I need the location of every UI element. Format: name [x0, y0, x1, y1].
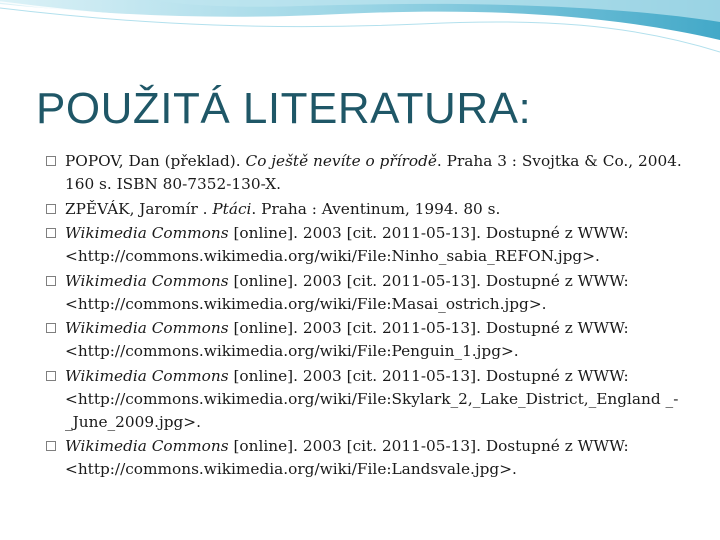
square-bullet-icon	[46, 323, 56, 333]
reference-details: [online]. 2003 [cit. 2011-05-13]. Dostupné z WWW: <http://commons.wikimedia.org/wiki/File:Landsvale.jpg>.	[65, 437, 629, 478]
square-bullet-icon	[46, 276, 56, 286]
square-bullet-icon	[46, 371, 56, 381]
reference-title: Ptáci	[212, 199, 252, 218]
reference-details: [online]. 2003 [cit. 2011-05-13]. Dostupné z WWW: <http://commons.wikimedia.org/wiki/File:Penguin_1.jpg>.	[65, 319, 629, 360]
reference-details: [online]. 2003 [cit. 2011-05-13]. Dostupné z WWW: <http://commons.wikimedia.org/wiki/File:Ninho_sabia_REFON.jpg>.	[65, 224, 629, 265]
reference-title: Wikimedia Commons	[65, 271, 229, 290]
reference-title: Wikimedia Commons	[65, 319, 229, 337]
reference-item	[46, 222, 686, 268]
page-title: POUŽITÁ LITERATURA:	[36, 84, 532, 133]
header-wave-decoration	[0, 0, 720, 60]
reference-item	[46, 198, 686, 221]
square-bullet-icon	[46, 228, 56, 238]
reference-item	[46, 317, 686, 363]
reference-list	[46, 150, 686, 483]
reference-title: Wikimedia Commons	[65, 224, 229, 242]
reference-author: POPOV, Dan (překlad).	[65, 152, 241, 170]
reference-title: Wikimedia Commons	[65, 366, 229, 385]
reference-title: Co ještě nevíte o přírodě	[245, 152, 437, 170]
square-bullet-icon	[46, 204, 56, 214]
square-bullet-icon	[46, 441, 56, 451]
reference-item	[46, 270, 686, 316]
square-bullet-icon	[46, 156, 56, 166]
reference-details: . Praha : Aventinum, 1994. 80 s.	[251, 199, 501, 218]
reference-item	[46, 365, 686, 434]
reference-details: [online]. 2003 [cit. 2011-05-13]. Dostupné z WWW: <http://commons.wikimedia.org/wiki/File:Skylark_2,_Lake_District,_England _-_June_2009.jpg>.	[65, 366, 679, 431]
reference-details: . Praha 3 : Svojtka & Co., 2004. 160 s. ISBN 80-7352-130-X.	[65, 152, 682, 193]
reference-details: [online]. 2003 [cit. 2011-05-13]. Dostupné z WWW: <http://commons.wikimedia.org/wiki/File:Masai_ostrich.jpg>.	[65, 271, 629, 313]
reference-item	[46, 150, 686, 196]
reference-author: ZPĚVÁK, Jaromír .	[65, 199, 208, 218]
reference-title: Wikimedia Commons	[65, 437, 229, 455]
reference-item	[46, 435, 686, 481]
